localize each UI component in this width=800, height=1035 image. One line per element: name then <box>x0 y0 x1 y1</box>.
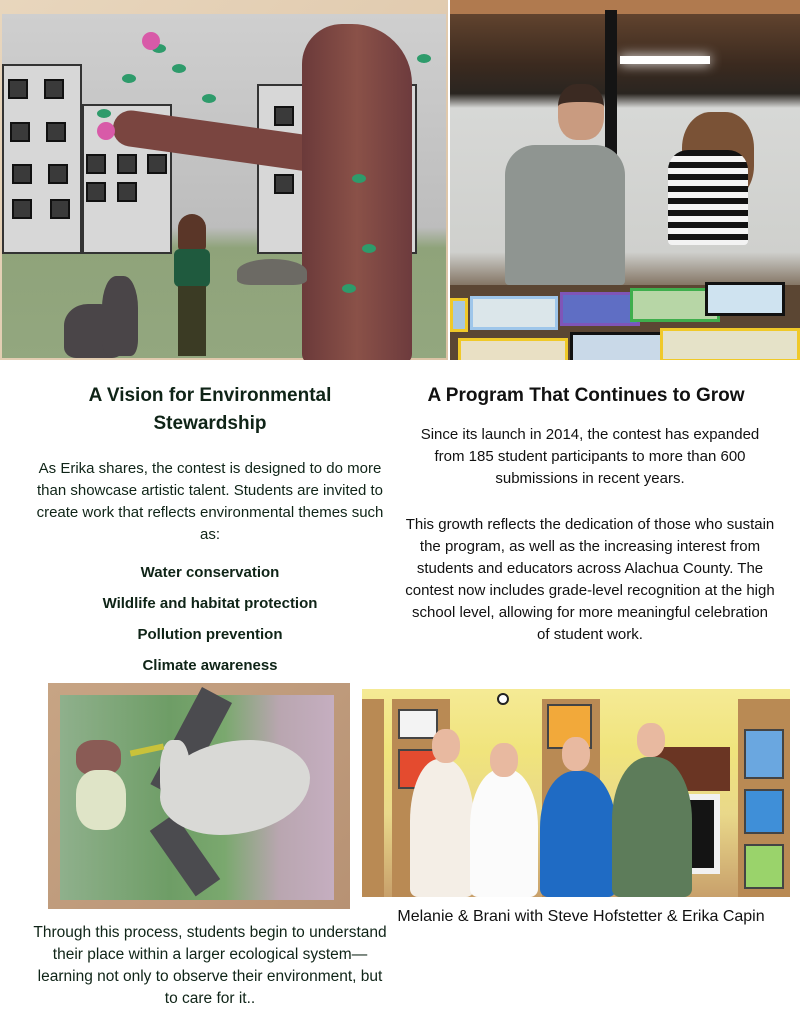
person-erika <box>612 757 692 897</box>
window <box>8 79 28 99</box>
artwork-piece <box>560 292 640 326</box>
person-melanie <box>410 759 474 897</box>
face <box>637 723 665 757</box>
window <box>86 154 106 174</box>
window <box>48 164 68 184</box>
girl-figure <box>668 150 748 245</box>
drawing-paper <box>2 14 446 358</box>
section-heading-vision: A Vision for Environmental Stewardship <box>88 385 332 434</box>
window <box>50 199 70 219</box>
window <box>117 182 137 202</box>
theme-item: Pollution prevention <box>137 626 283 643</box>
artwork-piece <box>570 332 670 360</box>
window <box>10 122 30 142</box>
photo-caption: Melanie & Brani with Steve Hofstetter & Erika Capin <box>397 908 765 925</box>
window <box>86 182 106 202</box>
leaf <box>172 64 186 73</box>
window <box>117 154 137 174</box>
theme-item: Wildlife and habitat protection <box>102 595 318 612</box>
displayed-artwork <box>744 729 784 779</box>
person-brani <box>470 769 538 897</box>
leaf <box>417 54 431 63</box>
face <box>432 729 460 763</box>
girl-figure-body <box>174 249 210 287</box>
pink-flower <box>142 32 160 50</box>
girl-figure-head <box>178 214 206 252</box>
theme-item: Climate awareness <box>142 657 278 674</box>
armadillo <box>237 259 307 285</box>
vision-intro-paragraph: As Erika shares, the contest is designed to do more than showcase artistic talent. Students are invited to create work that reflects environmental themes such as: <box>36 460 384 543</box>
boy-head <box>558 84 604 140</box>
group-photo <box>362 689 790 897</box>
face <box>490 743 518 777</box>
displayed-artwork <box>398 709 438 739</box>
egret-beak <box>130 744 165 757</box>
window <box>274 174 294 194</box>
artwork-piece <box>450 298 468 332</box>
girl-figure-legs <box>178 286 206 356</box>
artwork-piece <box>660 328 800 360</box>
display-panel <box>362 699 384 897</box>
egret-neck <box>160 740 190 810</box>
artwork-piece <box>705 282 785 316</box>
pink-flower <box>97 122 115 140</box>
displayed-artwork <box>744 789 784 834</box>
section-heading-growth: A Program That Continues to Grow <box>427 385 745 406</box>
artwork-piece <box>458 338 568 360</box>
growth-paragraph-2: This growth reflects the dedication of those who sustain the program, as well as the increasing interest from students and educators across Alachua County. The contest now includes grade-level recognition at the high school level, allowing for more meaningful celebration of student work. <box>405 516 775 643</box>
wall-clock <box>497 693 509 705</box>
ceiling-light <box>620 56 710 64</box>
egret-drawing-image <box>48 683 350 909</box>
leaf <box>352 174 366 183</box>
displayed-artwork <box>744 844 784 889</box>
artwork-piece <box>470 296 558 330</box>
face <box>562 737 590 771</box>
theme-item: Water conservation <box>140 564 280 581</box>
closing-paragraph: Through this process, students begin to understand their place within a larger ecological system—learning not only to observe their environment, but to care for it.. <box>33 924 387 1007</box>
window <box>44 79 64 99</box>
window <box>12 164 32 184</box>
ceiling-beam <box>450 0 800 14</box>
leaf <box>362 244 376 253</box>
leaf <box>97 109 111 118</box>
leaf <box>202 94 216 103</box>
window <box>147 154 167 174</box>
leaf <box>342 284 356 293</box>
window <box>12 199 32 219</box>
growth-paragraph-1: Since its launch in 2014, the contest has expanded from 185 student participants to more than 600 submissions in recent years. <box>420 426 760 487</box>
leaf <box>122 74 136 83</box>
bush <box>76 770 126 830</box>
drawing-paper <box>60 695 334 900</box>
person-steve <box>540 771 616 897</box>
window <box>46 122 66 142</box>
cat <box>102 276 138 356</box>
boy-figure <box>505 145 625 285</box>
tree-trunk <box>302 24 412 360</box>
window <box>274 106 294 126</box>
students-labeling-photo <box>450 0 800 360</box>
tree-drawing-image <box>0 0 448 360</box>
